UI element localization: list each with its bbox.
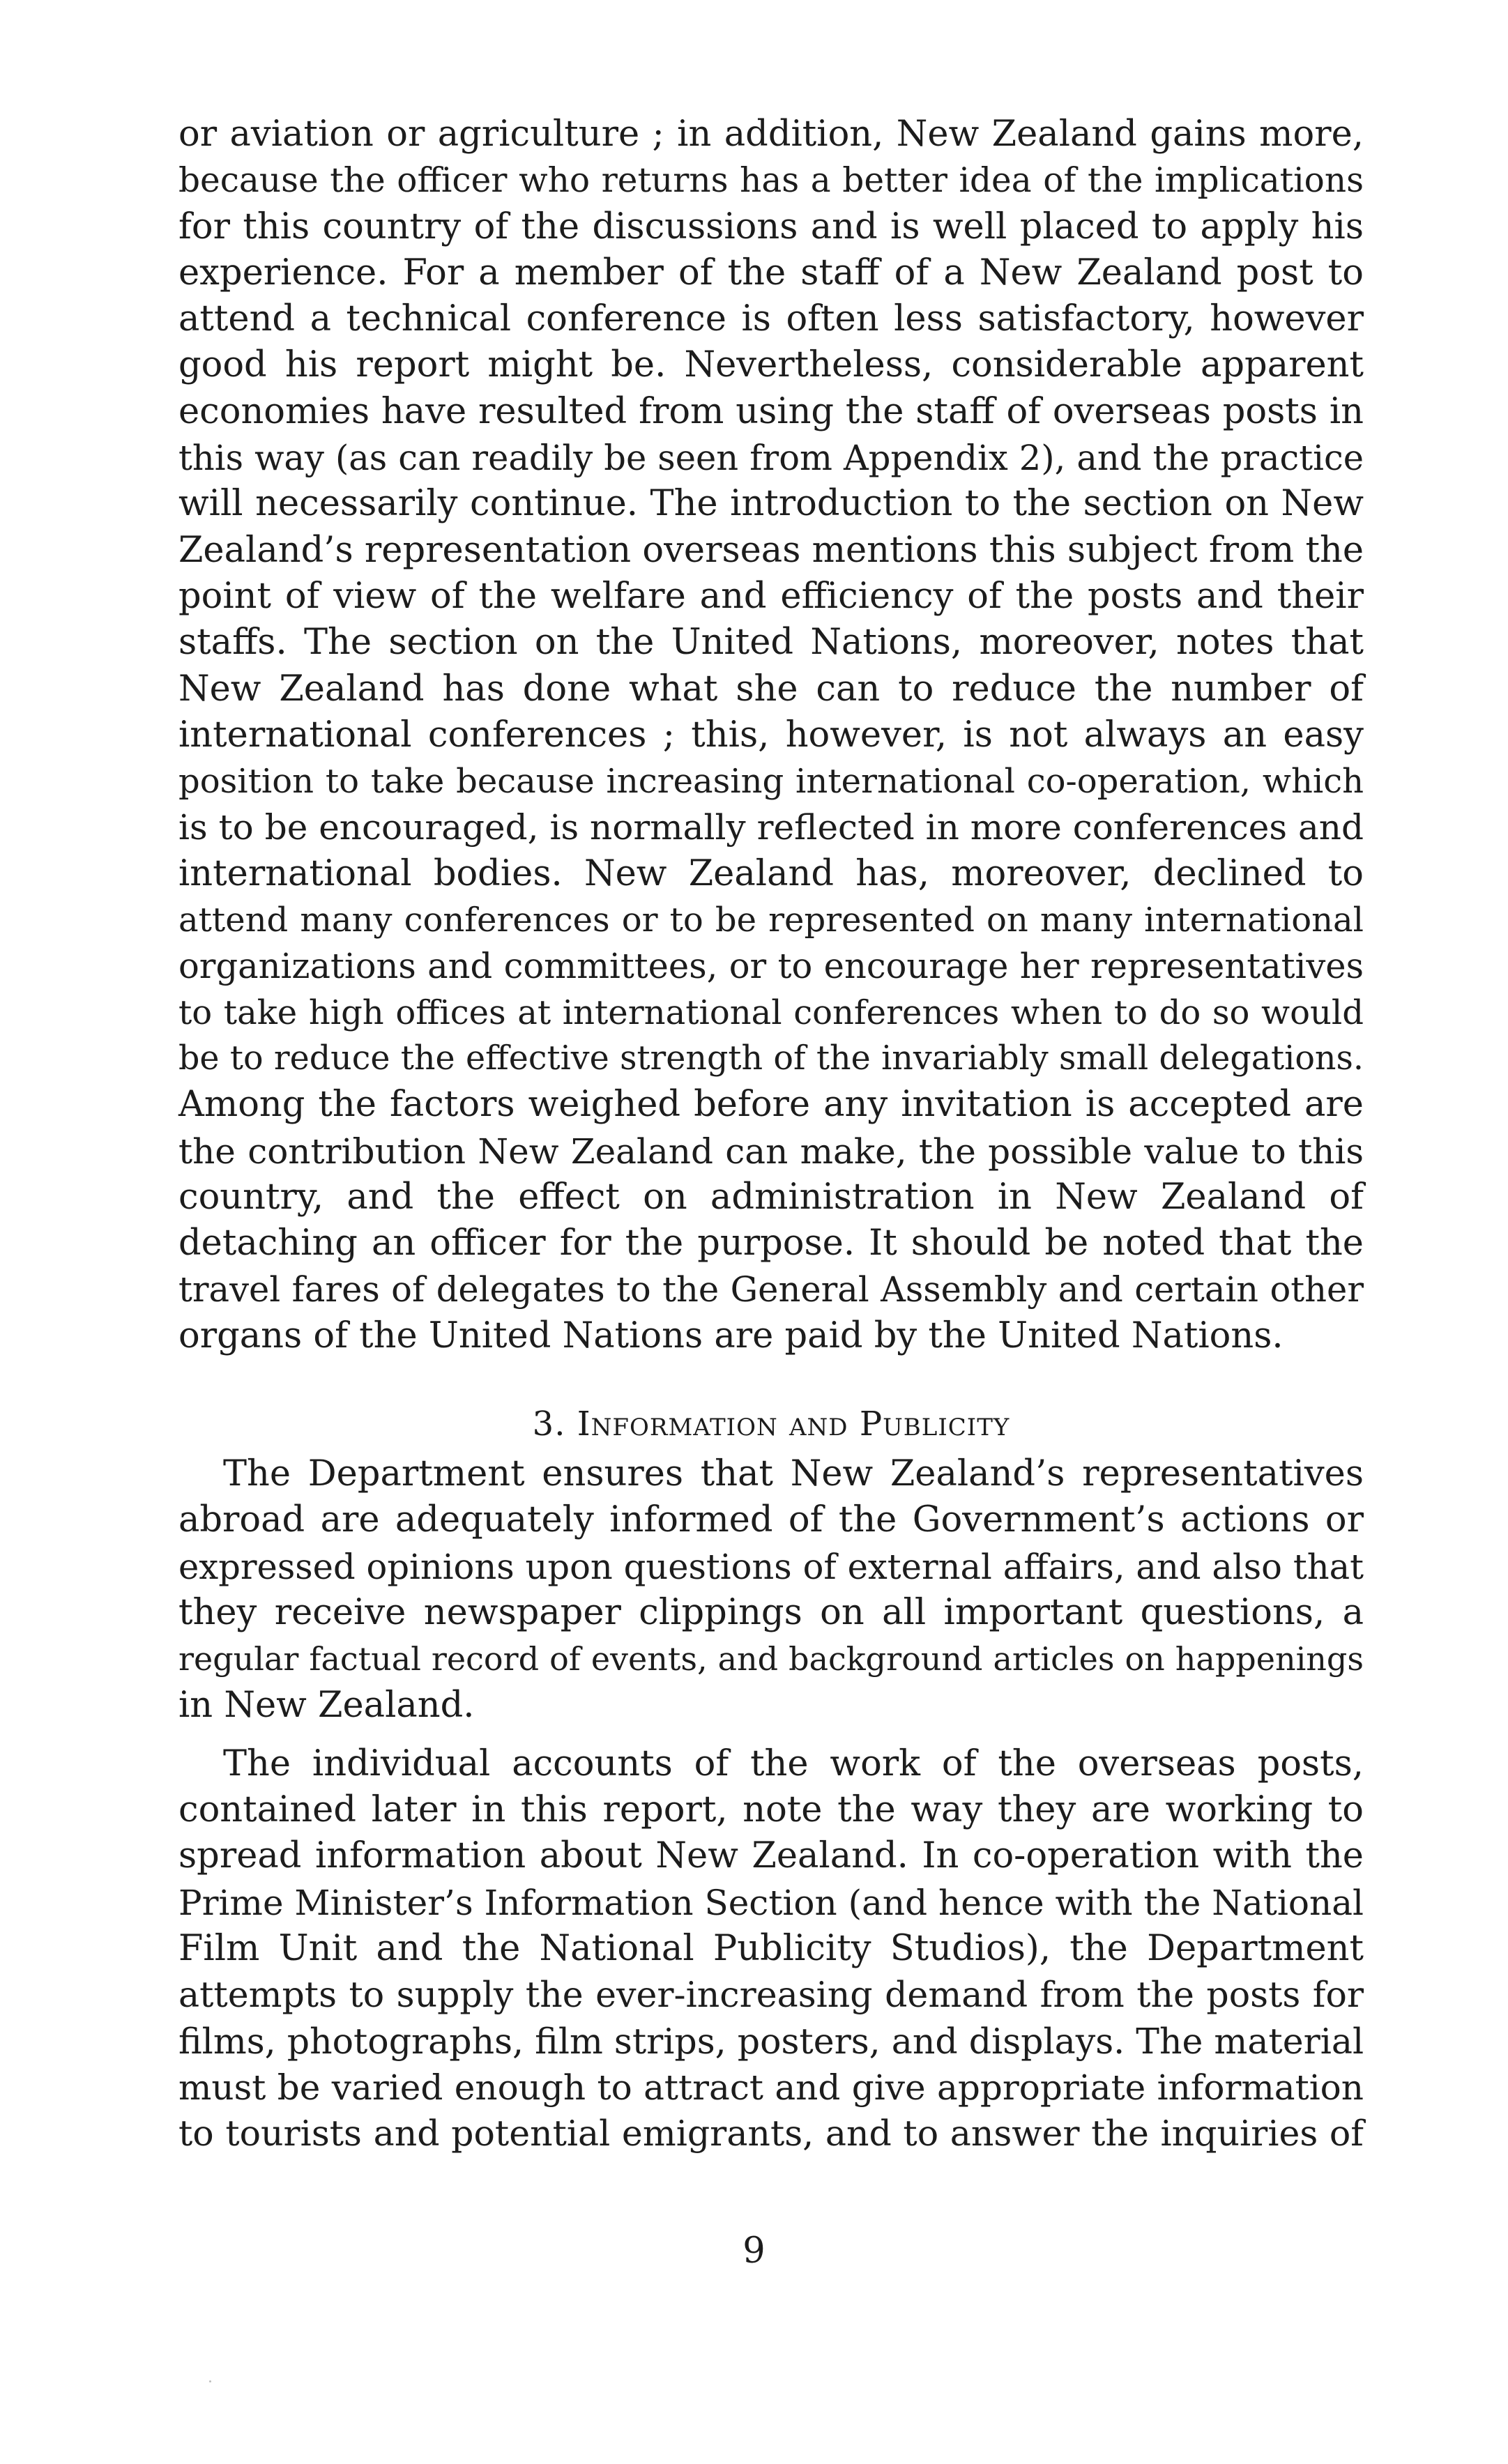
text-line: films, photographs, film strips, posters, and displays. The material: [178, 2020, 1364, 2062]
text-line: because the officer who returns has a better idea of the implications: [178, 161, 1364, 201]
text-line: Prime Minister’s Information Section (and hence with the National: [178, 1882, 1364, 1923]
text-line: attend a technical conference is often less satisfactory, however: [178, 298, 1364, 340]
text-line: to take high offices at international conferences when to do so would: [178, 993, 1364, 1032]
section-title: Information and Publicity: [577, 1405, 1010, 1444]
text-line: staffs. The section on the United Nations, moreover, notes that: [178, 622, 1364, 664]
text-line: the contribution New Zealand can make, the possible value to this: [178, 1131, 1364, 1172]
text-line: they receive newspaper clippings on all important questions, a: [178, 1591, 1364, 1633]
text-line: experience. For a member of the staff of a New Zealand post to: [178, 252, 1364, 293]
text-line: The individual accounts of the work of the overseas posts,: [223, 1743, 1364, 1784]
text-line: contained later in this report, note the way they are working to: [178, 1789, 1364, 1831]
text-line: will necessarily continue. The introduction to the section on New: [178, 483, 1364, 525]
paragraph-information: [178, 1451, 1364, 1729]
paragraph-gap: [178, 1729, 1364, 1741]
page-body: [178, 112, 1364, 2157]
text-line: Film Unit and the National Publicity Studios), the Department: [178, 1927, 1364, 1969]
text-line: expressed opinions upon questions of external affairs, and also that: [178, 1546, 1364, 1587]
text-line: detaching an officer for the purpose. It should be noted that the: [178, 1223, 1364, 1264]
text-line: attempts to supply the ever-increasing demand from the posts for: [178, 1974, 1364, 2016]
text-line: for this country of the discussions and is well placed to apply his: [178, 206, 1364, 247]
text-line: country, and the effect on administration in New Zealand of: [178, 1176, 1364, 1218]
text-line: organizations and committees, or to encourage her representatives: [178, 946, 1364, 987]
text-line: travel fares of delegates to the General Assembly and certain other: [178, 1269, 1364, 1310]
section-number: 3.: [532, 1405, 566, 1444]
text-line: regular factual record of events, and background articles on happenings: [178, 1640, 1364, 1678]
text-line: this way (as can readily be seen from Appendix 2), and the practice: [178, 438, 1364, 479]
text-line: spread information about New Zealand. In co-operation with the: [178, 1835, 1364, 1877]
text-line: economies have resulted from using the staff of overseas posts in: [178, 390, 1364, 432]
text-line: or aviation or agriculture ; in addition, New Zealand gains more,: [178, 114, 1364, 155]
text-line: attend many conferences or to be represented on many international: [178, 901, 1364, 940]
text-line: is to be encouraged, is normally reflected in more conferences and: [178, 807, 1364, 848]
text-line: to tourists and potential emigrants, and to answer the inquiries of: [178, 2113, 1364, 2155]
text-line: point of view of the welfare and efficiency of the posts and their: [178, 575, 1364, 617]
scan-speck: [209, 2380, 211, 2382]
text-line: good his report might be. Nevertheless, considerable apparent: [178, 344, 1364, 386]
text-line: international conferences ; this, however, is not always an easy: [178, 714, 1364, 756]
section-heading: [178, 1401, 1364, 1447]
text-line: must be varied enough to attract and give appropriate information: [178, 2067, 1364, 2108]
text-line: international bodies. New Zealand has, moreover, declined to: [178, 852, 1364, 894]
text-line: Among the factors weighed before any invitation is accepted are: [178, 1084, 1364, 1126]
page-number: 9: [742, 2230, 766, 2272]
text-line: position to take because increasing international co-operation, which: [178, 762, 1364, 802]
paragraph-continued: [178, 112, 1364, 1359]
paragraph-publicity: [178, 1741, 1364, 2157]
text-line: New Zealand has done what she can to reduce the number of: [178, 668, 1364, 710]
text-line: The Department ensures that New Zealand’s representatives: [223, 1453, 1364, 1495]
text-line: be to reduce the effective strength of the invariably small delegations.: [178, 1039, 1364, 1078]
text-line: in New Zealand.: [178, 1684, 475, 1726]
text-line: Zealand’s representation overseas mentions this subject from the: [178, 529, 1364, 571]
text-line: abroad are adequately informed of the Government’s actions or: [178, 1499, 1364, 1541]
text-line: organs of the United Nations are paid by the United Nations.: [178, 1315, 1284, 1356]
